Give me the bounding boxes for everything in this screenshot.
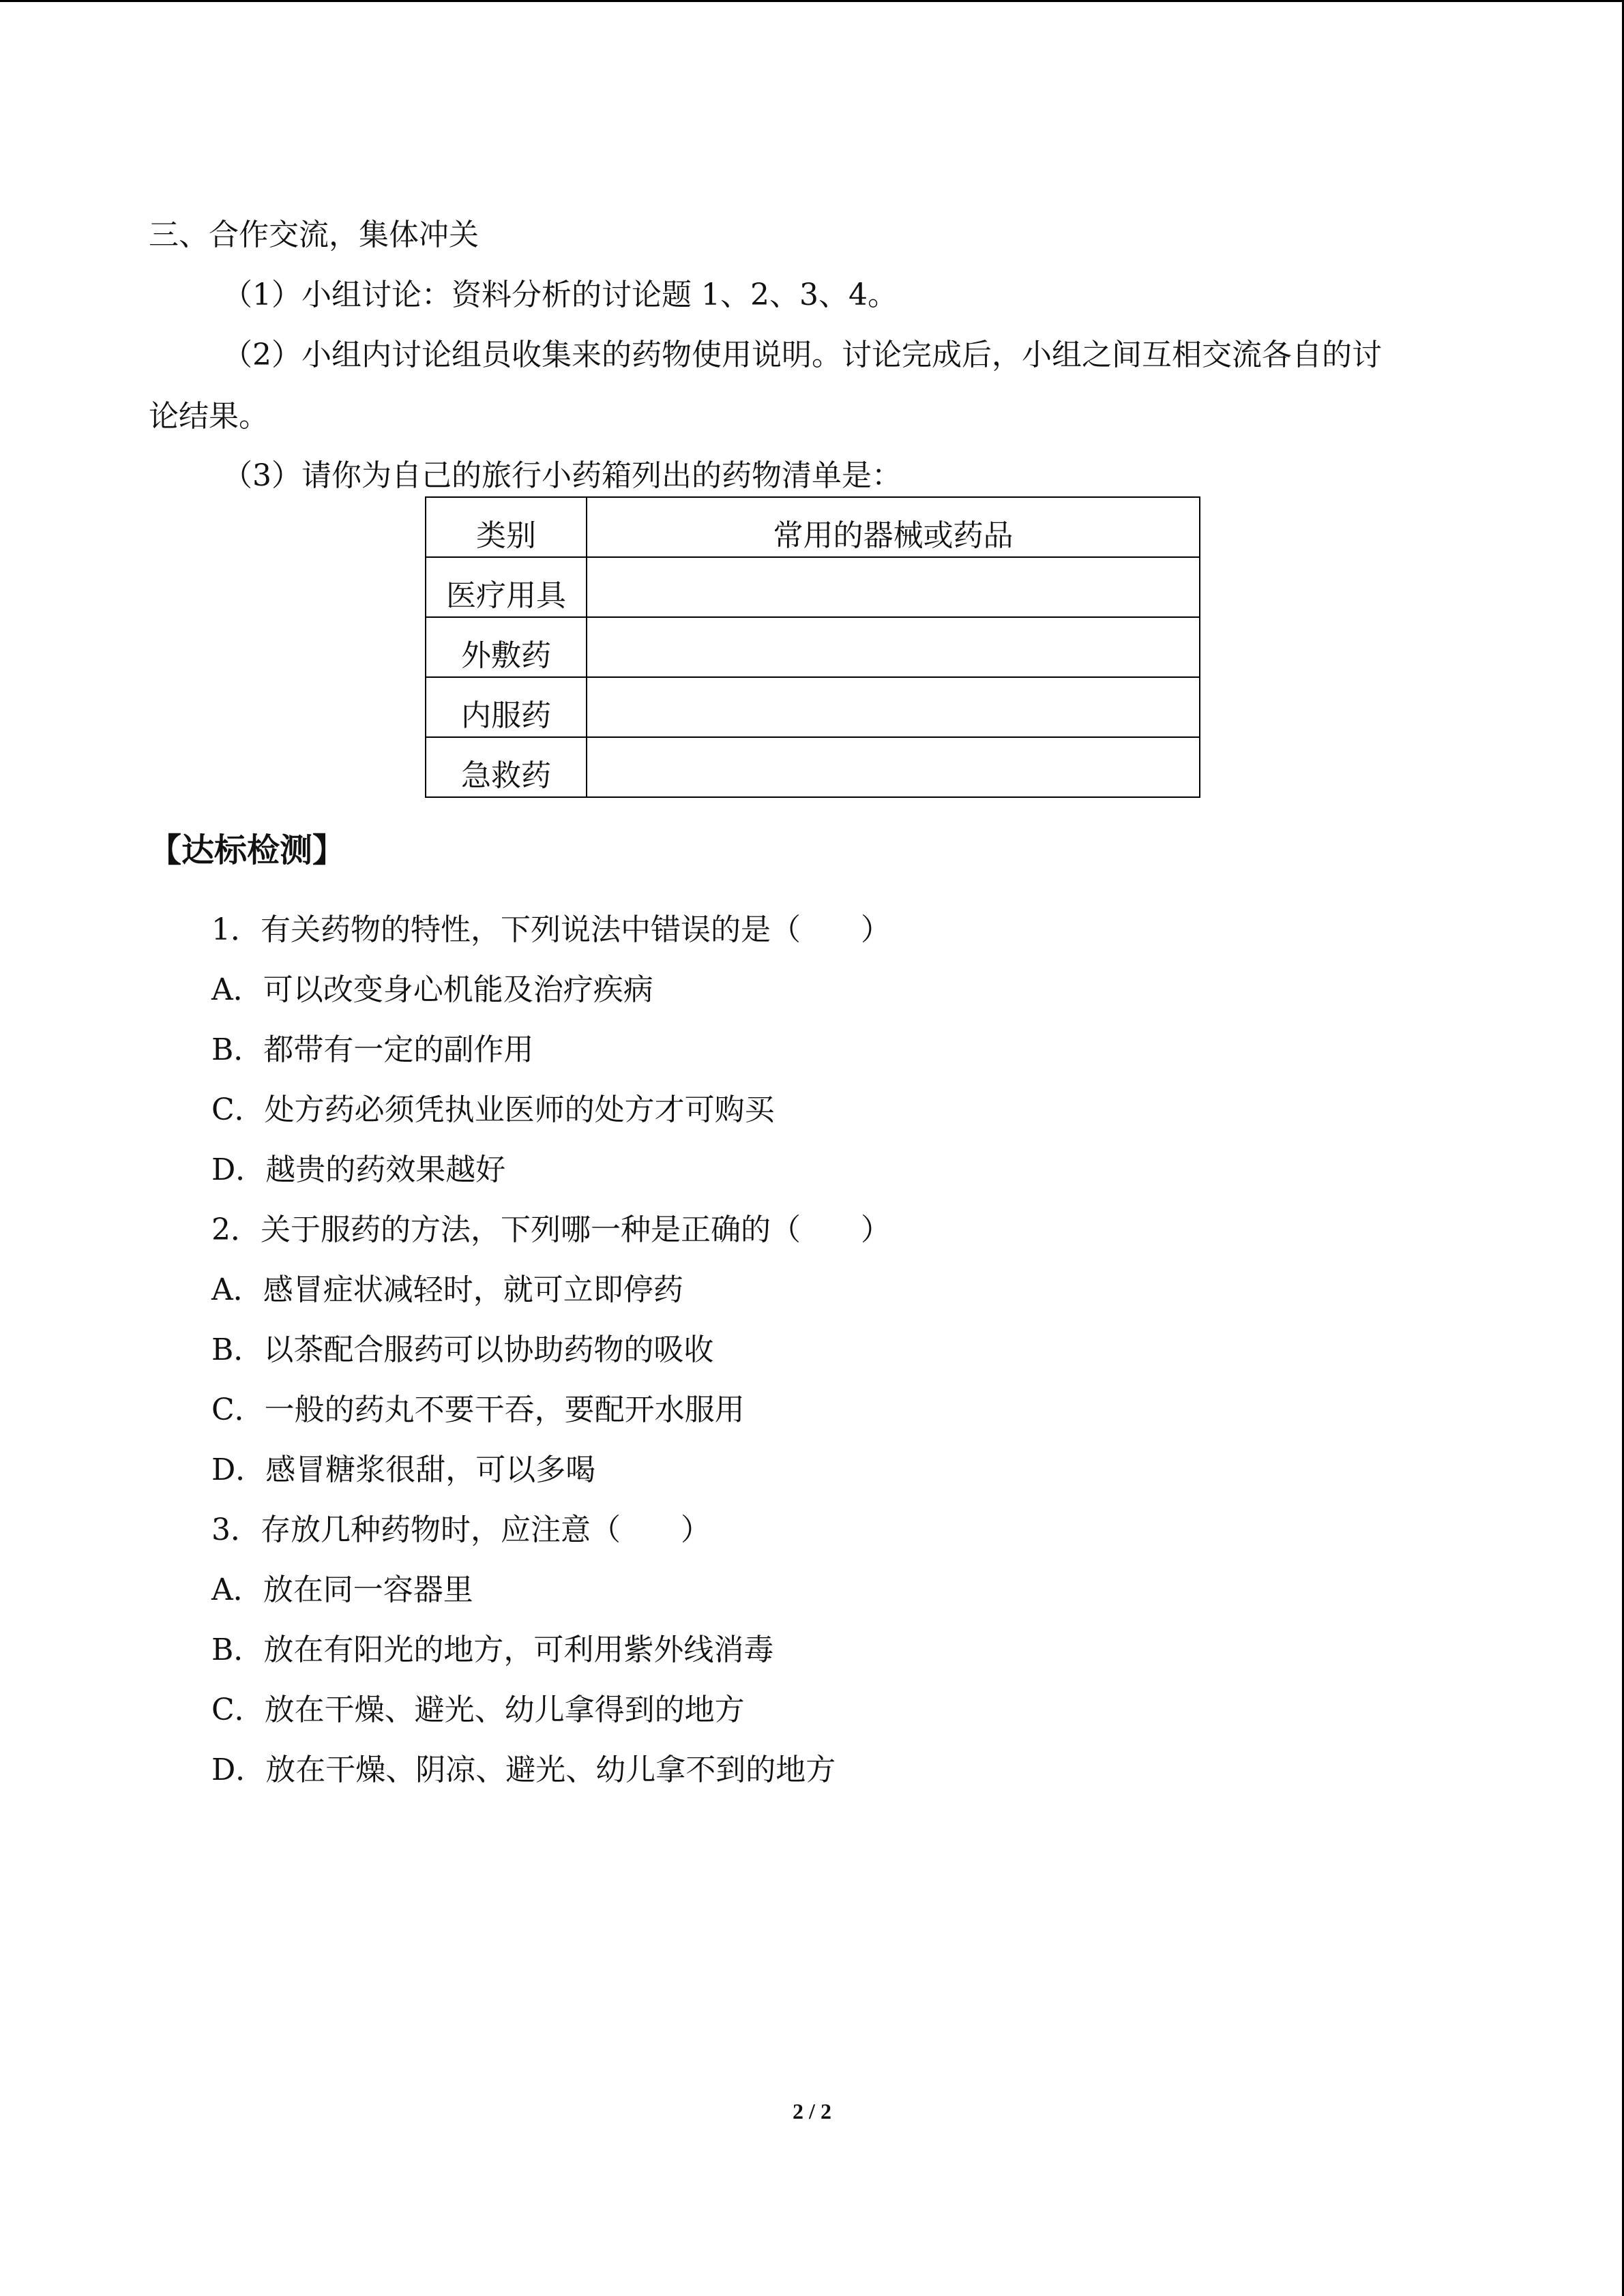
question-1-option-d: D．越贵的药效果越好	[211, 1152, 506, 1187]
table-row	[426, 617, 1200, 677]
table-cell-category: 内服药	[426, 677, 587, 737]
medicine-list-table	[425, 496, 1200, 798]
table-cell-items	[587, 677, 1200, 737]
discussion-item-3: （3）请你为自己的旅行小药箱列出的药物清单是：	[222, 458, 902, 493]
question-3-stem: 3．存放几种药物时，应注意（ ）	[211, 1512, 711, 1547]
table-row	[426, 737, 1200, 797]
table-header-category: 类别	[426, 497, 587, 557]
table-cell-items	[587, 557, 1200, 617]
page-number: 2 / 2	[793, 2099, 831, 2123]
question-2-option-d: D．感冒糖浆很甜，可以多喝	[211, 1452, 596, 1487]
question-1-option-a: A．可以改变身心机能及治疗疾病	[211, 972, 653, 1007]
table-row	[426, 677, 1200, 737]
table-cell-category: 外敷药	[426, 617, 587, 677]
question-1-option-b: B．都带有一定的副作用	[211, 1032, 534, 1067]
question-1-stem: 1．有关药物的特性，下列说法中错误的是（ ）	[211, 912, 891, 947]
discussion-item-1: （1）小组讨论：资料分析的讨论题 1、2、3、4。	[222, 278, 898, 312]
discussion-item-2-line-1: （2）小组内讨论组员收集来的药物使用说明。讨论完成后，小组之间互相交流各自的讨	[222, 338, 1382, 372]
question-2-stem: 2．关于服药的方法，下列哪一种是正确的（ ）	[211, 1212, 891, 1247]
page-border-top	[0, 0, 1624, 2]
table-cell-items	[587, 737, 1200, 797]
question-2-option-c: C．一般的药丸不要干吞，要配开水服用	[211, 1392, 745, 1427]
question-3-option-c: C．放在干燥、避光、幼儿拿得到的地方	[211, 1693, 745, 1727]
question-2-option-a: A．感冒症状减轻时，就可立即停药	[211, 1272, 683, 1307]
table-cell-items	[587, 617, 1200, 677]
question-3-option-b: B．放在有阳光的地方，可利用紫外线消毒	[211, 1632, 774, 1667]
table-cell-category: 急救药	[426, 737, 587, 797]
discussion-item-2-line-2: 论结果。	[149, 399, 269, 434]
table-header-row	[426, 497, 1200, 557]
table-row	[426, 557, 1200, 617]
question-3-option-a: A．放在同一容器里	[211, 1572, 473, 1607]
question-1-option-c: C．处方药必须凭执业医师的处方才可购买	[211, 1092, 775, 1127]
section-title: 三、合作交流，集体冲关	[149, 218, 479, 252]
table-header-items: 常用的器械或药品	[587, 497, 1200, 557]
question-3-option-d: D．放在干燥、阴凉、避光、幼儿拿不到的地方	[211, 1753, 836, 1787]
table-cell-category: 医疗用具	[426, 557, 587, 617]
question-2-option-b: B．以茶配合服药可以协助药物的吸收	[211, 1332, 714, 1367]
section-heading-assessment: 【达标检测】	[149, 831, 346, 869]
